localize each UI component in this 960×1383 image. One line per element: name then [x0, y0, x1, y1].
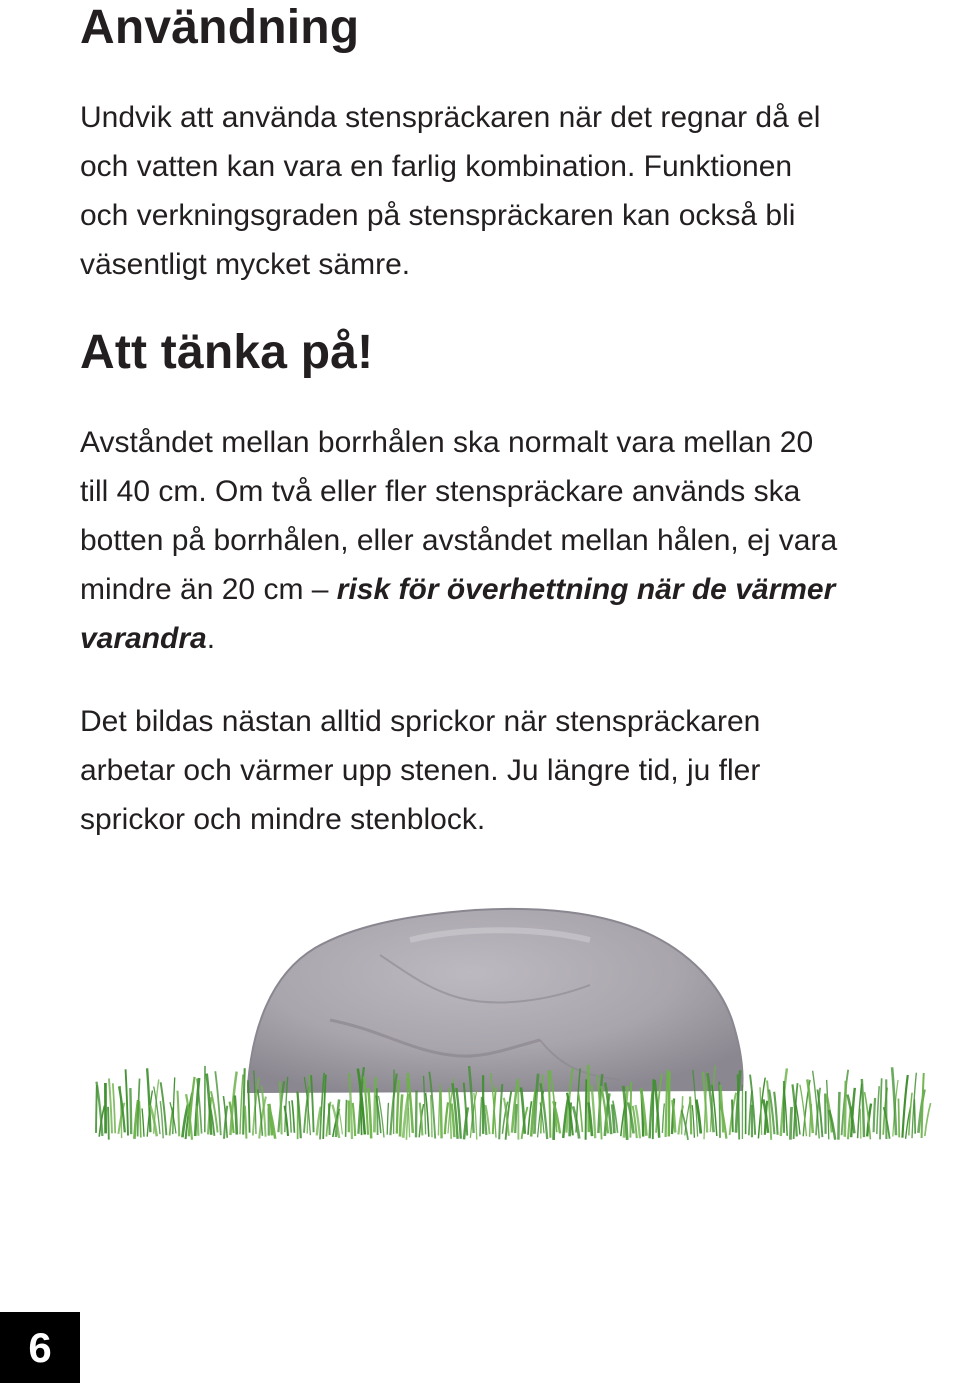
grass-blade [578, 1092, 582, 1132]
grass-blade [914, 1099, 915, 1134]
cracks-paragraph [80, 697, 960, 844]
grass-blade [586, 1079, 587, 1139]
grass-blade [292, 1100, 294, 1133]
grass-blade [669, 1071, 670, 1136]
tip-warning-text: risk för överhettning när de värmer [336, 573, 836, 606]
tip-line: botten på borrhålen, eller avståndet mellan hålen, ej vara [80, 524, 838, 557]
grass-blade [838, 1092, 839, 1140]
grass-blade [235, 1096, 237, 1135]
tip-line-text: mindre än 20 cm – [80, 573, 337, 606]
grass-blade [400, 1094, 402, 1136]
tip-line [80, 565, 960, 614]
grass-blade [243, 1068, 245, 1134]
grass-blade [126, 1069, 128, 1135]
grass-blade [480, 1097, 482, 1137]
grass-blade [374, 1077, 375, 1132]
grass-blade [353, 1103, 355, 1136]
tip-line: Avståndet mellan borrhålen ska normalt vara mellan 20 [80, 426, 814, 459]
tip-line: till 40 cm. Om två eller fler stenspräckare används ska [80, 475, 801, 508]
grass-blade [387, 1103, 388, 1135]
tip-paragraph [80, 418, 960, 663]
grass-blade [96, 1085, 97, 1133]
grass-blade [662, 1103, 664, 1132]
cracks-line: arbetar och värmer upp stenen. Ju längre tid, ju fler [80, 754, 761, 787]
grass-blade [898, 1099, 899, 1138]
grass-blade [862, 1079, 864, 1137]
grass-blade [732, 1100, 733, 1133]
grass-blade [452, 1104, 455, 1138]
grass-blade [877, 1086, 879, 1134]
tip-line [80, 614, 960, 663]
tip-title: Att tänka på! [80, 326, 374, 379]
grass-blade [440, 1090, 441, 1138]
usage-line: Undvik att använda stenspräckaren när det regnar då el [80, 101, 821, 134]
grass-blade [445, 1102, 448, 1134]
grass-blade [108, 1107, 109, 1140]
grass-blade [573, 1106, 579, 1138]
grass-blade [197, 1106, 199, 1136]
section-title: Användning [80, 1, 360, 54]
grass-blade [377, 1088, 378, 1135]
page-number: 6 [0, 1312, 80, 1383]
grass-blade [289, 1101, 291, 1133]
grass-blade [874, 1098, 875, 1132]
grass-blade [925, 1103, 931, 1136]
grass-blade [653, 1079, 654, 1139]
grass-blade [922, 1073, 924, 1138]
grass-blade [515, 1104, 517, 1133]
usage-paragraph [80, 93, 960, 289]
cracks-line: Det bildas nästan alltid sprickor när stenspräckaren [80, 705, 761, 738]
tip-line-text: . [206, 622, 216, 655]
grass-blade [346, 1100, 347, 1137]
usage-line: och vatten kan vara en farlig kombination. Funktionen [80, 150, 793, 183]
grass-blade [329, 1103, 330, 1135]
grass-blade [690, 1097, 691, 1135]
grass-blade [499, 1084, 502, 1139]
grass-blade [860, 1109, 861, 1139]
usage-line: väsentligt mycket sämre. [80, 248, 411, 281]
grass-blade [692, 1105, 694, 1137]
grass-blade [177, 1091, 179, 1137]
tip-warning-text: varandra [80, 622, 207, 655]
grass-blade [130, 1088, 131, 1134]
grass-blade [588, 1065, 589, 1132]
grass-blade [96, 1082, 102, 1136]
grass-blade [113, 1083, 115, 1133]
grass-blade [245, 1106, 247, 1139]
grass-blade [880, 1078, 882, 1139]
grass-blade [790, 1107, 791, 1140]
usage-line: och verkningsgraden på stenspräckaren kan också bli [80, 199, 796, 232]
grass-blade [160, 1101, 163, 1138]
grass-blade [142, 1108, 144, 1136]
grass-blade [139, 1101, 140, 1138]
cracks-line: sprickor och mindre stenblock. [80, 803, 486, 836]
grass-blade [845, 1081, 846, 1137]
boulder-on-grass-illustration [80, 880, 940, 1180]
boulder-shape [248, 909, 743, 1092]
